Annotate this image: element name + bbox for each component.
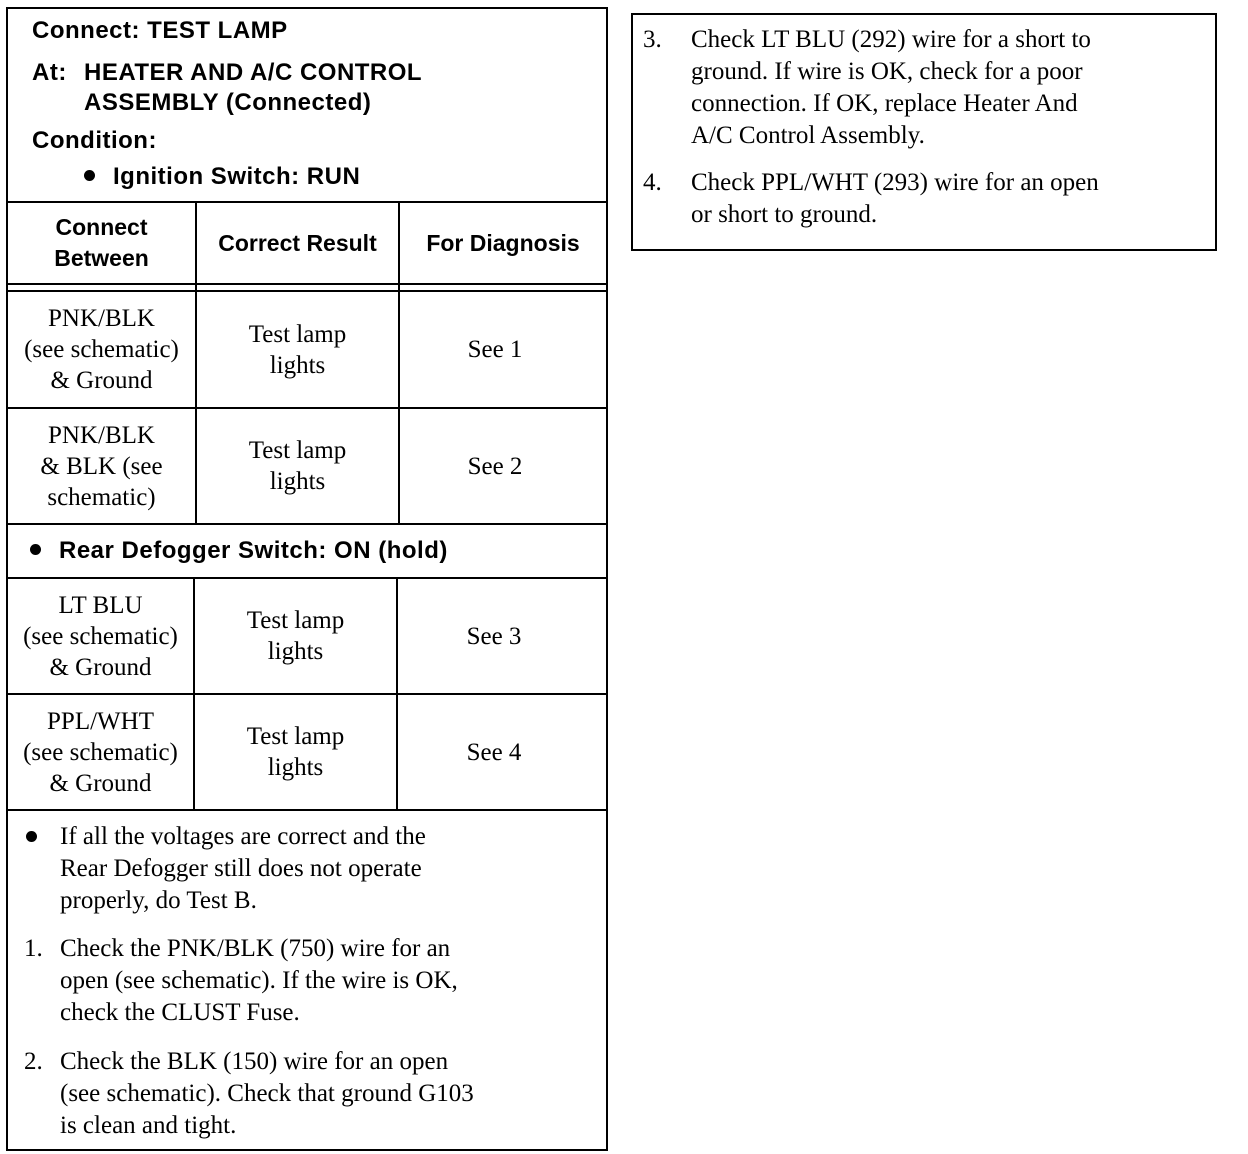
table-cell-result: Test lamp lights: [246, 723, 345, 781]
table-cell-result: Test lamp lights: [246, 607, 345, 665]
table-cell-result: Test lamp lights: [248, 320, 347, 379]
note-item-3: 3. Check LT BLU (292) wire for a short to ground. If wire is OK, check for a poor connection. If OK, replace Heater And A/C Control Assembly.: [643, 26, 1091, 149]
table-cell-result: Test lamp lights: [248, 437, 347, 495]
at-line-2: ASSEMBLY (Connected): [84, 89, 372, 116]
condition-ignition: Ignition Switch: RUN: [84, 163, 360, 191]
divider: [8, 283, 606, 285]
connect-line: Connect: TEST LAMP: [32, 17, 288, 44]
table-cell-diagnosis: See 3: [466, 622, 522, 650]
table-cell-between: LT BLU (see schematic) & Ground: [23, 591, 178, 681]
note-bullet: If all the voltages are correct and the Rear Defogger still does not operate properly, do Test B.: [26, 821, 426, 917]
column-header-connect-between: Connect Between: [54, 214, 149, 271]
at-line-1: HEATER AND A/C CONTROL: [84, 59, 423, 86]
condition-rear-defogger: Rear Defogger Switch: ON (hold): [30, 537, 448, 565]
bullet-icon: [84, 170, 95, 181]
note-item-2: 2. Check the BLK (150) wire for an open (see schematic). Check that ground G103 is clean and tight.: [24, 1048, 474, 1139]
table-cell-between: PNK/BLK & BLK (see schematic): [40, 421, 163, 511]
divider: [8, 523, 606, 525]
column-header-correct-result: Correct Result: [218, 229, 377, 256]
at-label: At:: [32, 59, 67, 86]
table-cell-diagnosis: See 1: [467, 336, 523, 363]
column-header-for-diagnosis: For Diagnosis: [426, 229, 580, 256]
table-cell-diagnosis: See 4: [466, 738, 522, 766]
table-cell-diagnosis: See 2: [467, 452, 523, 480]
note-item-4: 4. Check PPL/WHT (293) wire for an open or short to ground.: [643, 169, 1099, 228]
table-cell-between: PPL/WHT (see schematic) & Ground: [23, 707, 178, 797]
diagnosis-notes-box: [631, 13, 1217, 251]
diagnostic-test-box: [6, 7, 608, 1151]
note-item-1: 1. Check the PNK/BLK (750) wire for an open (see schematic). If the wire is OK, check the CLUST Fuse.: [24, 935, 458, 1026]
condition-label: Condition:: [32, 127, 157, 154]
divider: [8, 809, 606, 811]
bullet-icon: [30, 544, 41, 555]
table-cell-between: PNK/BLK (see schematic) & Ground: [24, 305, 179, 394]
bullet-icon: [26, 831, 37, 842]
